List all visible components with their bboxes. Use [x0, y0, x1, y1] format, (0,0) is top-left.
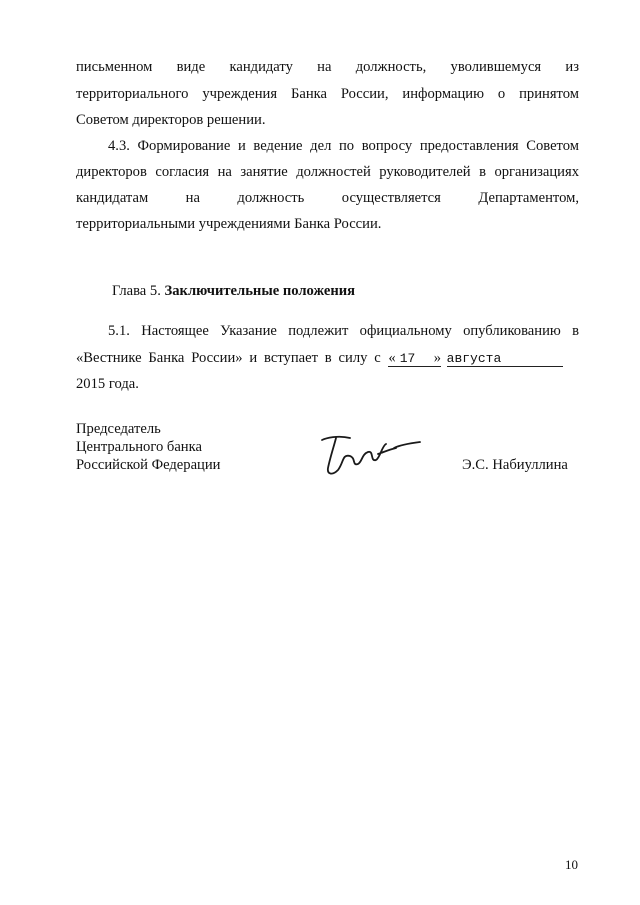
date-day-field — [388, 351, 441, 367]
signatory-name: Э.С. Набиуллина — [462, 457, 568, 473]
word: виде — [176, 59, 206, 75]
signatory-title-line: Российской Федерации — [76, 457, 221, 473]
word: на — [317, 59, 332, 75]
para-4-3-line-3 — [76, 189, 579, 207]
handwritten-signature — [316, 432, 426, 482]
quote-close: » — [433, 350, 441, 366]
word: Департаментом, — [478, 190, 579, 206]
word: уволившемуся — [450, 59, 542, 75]
para-4-2-line-2: территориального учреждения Банка России, информацию о принятом — [76, 86, 579, 102]
date-day: 17 — [399, 351, 416, 366]
para-4-2-line-1 — [76, 58, 579, 76]
word: кандидату — [229, 59, 293, 75]
chapter-heading — [112, 282, 615, 300]
word: осуществляется — [341, 190, 441, 206]
page-number: 10 — [565, 857, 578, 872]
para-4-3-line-4: территориальными учреждениями Банка России. — [76, 216, 382, 232]
word: письменном — [76, 59, 153, 75]
signatory-title-line: Председатель — [76, 421, 161, 437]
quote-open: « — [388, 350, 396, 366]
para-5-1-line-1: 5.1. Настоящее Указание подлежит официальному опубликованию в — [108, 323, 579, 339]
signatory-title — [76, 420, 221, 474]
date-month: августа — [447, 351, 563, 367]
word: на — [185, 190, 200, 206]
chapter-prefix: Глава 5. — [112, 283, 161, 299]
para-4-3-line-2: директоров согласия на занятие должностей руководителей в организациях — [76, 164, 579, 180]
para-5-1-line-3: 2015 года. — [76, 376, 139, 392]
signatory-title-line: Центрального банка — [76, 439, 202, 455]
para-5-1-text: «Вестнике Банка России» и вступает в силу с — [76, 350, 381, 366]
chapter-title: Заключительные положения — [164, 283, 356, 299]
word: должность, — [355, 59, 427, 75]
word: из — [565, 59, 579, 75]
word: должность — [237, 190, 305, 206]
para-5-1-line-2 — [76, 349, 579, 367]
word: кандидатам — [76, 190, 149, 206]
para-4-2-line-3: Советом директоров решении. — [76, 112, 266, 128]
para-4-3-line-1: 4.3. Формирование и ведение дел по вопросу предоставления Советом — [108, 138, 579, 154]
